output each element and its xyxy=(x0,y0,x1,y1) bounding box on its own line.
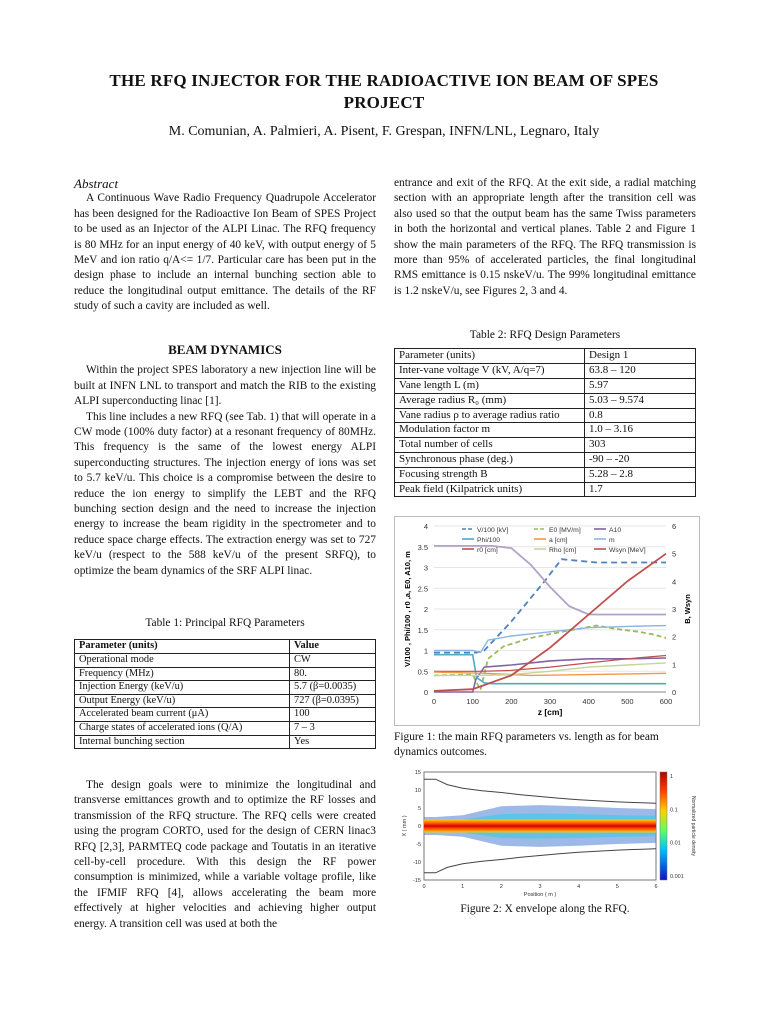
y-tick-label: 10 xyxy=(414,788,421,794)
table-row xyxy=(75,654,376,668)
table-cell: 5.03 – 9.574 xyxy=(585,393,696,408)
beam-core xyxy=(424,820,656,833)
y-tick-label: -5 xyxy=(416,842,421,848)
x-tick-label: 0 xyxy=(431,697,437,706)
x-tick-label: 6 xyxy=(654,884,658,890)
table-cell: Synchronous phase (deg.) xyxy=(395,452,585,467)
table-cell: Inter-vane voltage V (kV, A/q=7) xyxy=(395,364,585,379)
title-line-1: THE RFQ INJECTOR FOR THE RADIOACTIVE ION BEAM OF SPES xyxy=(109,71,659,90)
table-row xyxy=(395,482,696,497)
figure-1-caption: Figure 1: the main RFQ parameters vs. length as for beam dynamics outcomes. xyxy=(394,731,659,759)
y2-tick-label: 2 xyxy=(672,632,677,642)
y-tick-label: 4 xyxy=(423,522,428,531)
table-header-cell: Parameter (units) xyxy=(395,349,585,364)
legend-entry: a [cm] xyxy=(549,537,568,544)
table-2 xyxy=(394,348,696,497)
y-tick-label: 3 xyxy=(423,563,428,573)
y2-tick-label: 3 xyxy=(672,605,677,614)
table-1-caption: Table 1: Principal RFQ Parameters xyxy=(145,617,305,629)
table-row xyxy=(75,721,376,735)
y-tick-label: 0 xyxy=(423,688,428,697)
right-column-text xyxy=(394,176,696,299)
y2-tick-label: 6 xyxy=(672,522,677,531)
x-tick-label: 400 xyxy=(582,697,595,706)
abstract-section xyxy=(74,176,376,315)
x-tick-label: 200 xyxy=(505,697,518,706)
table-row xyxy=(395,379,696,394)
table-cell: 303 xyxy=(585,438,696,453)
authors: M. Comunian, A. Palmieri, A. Pisent, F. Grespan, INFN/LNL, Legnaro, Italy xyxy=(168,124,600,139)
abstract-heading: Abstract xyxy=(74,176,119,191)
table-cell: 100 xyxy=(290,708,376,722)
x-tick-label: 500 xyxy=(621,697,634,706)
table-cell: Operational mode xyxy=(75,654,290,668)
table-header-cell: Design 1 xyxy=(585,349,696,364)
table-cell: Accelerated beam current (μA) xyxy=(75,708,290,722)
table-row xyxy=(395,452,696,467)
table-cell: 5.28 – 2.8 xyxy=(585,467,696,482)
y2-tick-label: 0 xyxy=(672,688,677,697)
table-cell: Injection Energy (keV/u) xyxy=(75,681,290,695)
table-cell: Focusing strength B xyxy=(395,467,585,482)
beam-dynamics-section xyxy=(74,342,376,579)
y-tick-label: 2.5 xyxy=(417,584,428,594)
table-row xyxy=(395,467,696,482)
colorbar-label: Normalized particle density xyxy=(690,795,696,857)
x-tick-label: 1 xyxy=(461,884,465,890)
table-header-cell: Parameter (units) xyxy=(75,640,290,654)
paragraph: Within the project SPES laboratory a new injection line will be built at INFN LNL to transport and match the RIB to the existing ALPI superconducting linac [1]. xyxy=(74,364,376,408)
figure-2-caption-block xyxy=(394,902,696,917)
paragraph: The design goals were to minimize the longitudinal and transverse emittances growth and to optimize the RF losses and transmission of the RFQ structure. The RFQ cells were created using the program CORTO, used for the design of CERN linac3 RFQ [2,3], PARMTEQ code package and Toutatis in an iterative cell-by-cell procedure. With this design the RF power consumption is minimized, while a variable voltage profile, like the IFMIF RFQ [4], allows accelerating the beam more effectively at higher velocities and achieving higher output energy. A transition cell was used at both the xyxy=(74,779,376,930)
legend-entry: r0 [cm] xyxy=(477,547,498,554)
legend-entry: Wsyn [MeV] xyxy=(609,547,646,554)
table-cell: Peak field (Kilpatrick units) xyxy=(395,482,585,497)
figure-1-caption-block xyxy=(394,730,696,761)
table-row xyxy=(395,423,696,438)
x-axis-label: Position ( m ) xyxy=(523,892,557,898)
y-tick-label: 3.5 xyxy=(417,542,428,552)
table-cell: Frequency (MHz) xyxy=(75,667,290,681)
table-row xyxy=(395,438,696,453)
figure-2-caption: Figure 2: X envelope along the RFQ. xyxy=(460,903,630,915)
y2-tick-label: 4 xyxy=(672,577,677,587)
colorbar-tick-label: 0.1 xyxy=(670,807,678,814)
paper-title xyxy=(60,70,708,114)
table-1 xyxy=(74,639,376,749)
table-cell: 63.8 – 120 xyxy=(585,364,696,379)
title-line-2: PROJECT xyxy=(343,93,425,112)
legend-entry: m xyxy=(609,537,615,544)
design-goals-section xyxy=(74,778,376,932)
y-tick-label: 0 xyxy=(417,824,421,830)
colorbar-tick-label: 0.001 xyxy=(670,874,684,880)
table-row xyxy=(75,694,376,708)
x-tick-label: 2 xyxy=(499,884,503,890)
colorbar-tick-label: 0.01 xyxy=(670,840,681,847)
y-tick-label: -10 xyxy=(413,860,421,866)
figure-1-chart xyxy=(394,516,700,726)
table-row xyxy=(395,408,696,423)
legend-entry: Phi/100 xyxy=(477,537,501,544)
table-1-block xyxy=(74,616,376,749)
table-cell: 7 – 3 xyxy=(290,721,376,735)
x-tick-label: 3 xyxy=(538,884,542,890)
y-tick-label: 15 xyxy=(414,770,421,776)
table-cell: Output Energy (keV/u) xyxy=(75,694,290,708)
table-row xyxy=(395,393,696,408)
x-tick-label: 100 xyxy=(466,697,479,706)
y2-axis-label: B, Wsyn xyxy=(683,594,692,624)
x-tick-label: 5 xyxy=(615,884,619,890)
table-cell: Total number of cells xyxy=(395,438,585,453)
colorbar-tick-label: 1 xyxy=(670,774,674,780)
table-row xyxy=(395,364,696,379)
paragraph: This line includes a new RFQ (see Tab. 1) that will operate in a CW mode (100% duty factor) at a resonant frequency of 80MHz. This frequency is the same of the lowest energy ALPI superconducting structures. The injection energy of ions was set to 5.7 keV/u. This choice is a compromise between the desire to reduce the ion energy to simplify the LEBT and the RFQ bunching section design and the need to increase the injection energy to increase the beam rigidity in the spectrometer and to reduce space charge effects. The extraction energy was set to 727 keV/u (respect to the 588 keV/u of the present SRFQ), to optimize the beam dynamics of the SRF ALPI linac. xyxy=(74,410,376,577)
table-header-cell: Value xyxy=(290,640,376,654)
table-cell: Charge states of accelerated ions (Q/A) xyxy=(75,721,290,735)
figure-2 xyxy=(394,764,700,898)
table-cell: -90 – -20 xyxy=(585,452,696,467)
legend-entry: A10 xyxy=(609,527,622,534)
table-cell: 5.97 xyxy=(585,379,696,394)
y2-tick-label: 5 xyxy=(672,549,677,559)
y-tick-label: 1.5 xyxy=(417,625,428,635)
y-tick-label: 5 xyxy=(417,806,421,812)
y-axis-label: V/100 , Phi/100 , r0 ,a, E0, A10, m xyxy=(403,551,412,667)
table-cell: 1.7 xyxy=(585,482,696,497)
table-cell: Average radius R₀ (mm) xyxy=(395,393,585,408)
y-axis-label: X ( mm ) xyxy=(402,815,408,837)
table-cell: 80. xyxy=(290,667,376,681)
table-cell: 1.0 – 3.16 xyxy=(585,423,696,438)
legend-entry: E0 [MV/m] xyxy=(549,527,581,534)
table-cell: 727 (β=0.0395) xyxy=(290,694,376,708)
y-tick-label: 0.5 xyxy=(417,667,428,677)
figure-2-chart xyxy=(394,764,700,898)
x-tick-label: 4 xyxy=(577,884,581,890)
table-row xyxy=(75,667,376,681)
table-row xyxy=(75,708,376,722)
figure-1-frame xyxy=(395,517,700,726)
x-tick-label: 600 xyxy=(659,697,673,706)
legend-entry: Rho [cm] xyxy=(549,547,577,554)
section-heading-beam-dynamics: BEAM DYNAMICS xyxy=(168,342,282,357)
colorbar xyxy=(660,772,667,880)
y-tick-label: 1 xyxy=(423,646,428,656)
table-header-row xyxy=(395,349,696,364)
table-cell: 5.7 (β=0.0035) xyxy=(290,681,376,695)
figure-1 xyxy=(394,516,700,726)
table-row xyxy=(75,681,376,695)
table-cell: Internal bunching section xyxy=(75,735,290,749)
table-cell: Modulation factor m xyxy=(395,423,585,438)
abstract-text: A Continuous Wave Radio Frequency Quadrupole Accelerator has been designed for the Radioactive Ion Beam of SPES Project to be used as an Injector of the ALPI Linac. The RFQ frequency is 80 MHz for an input energy of 40 keV, with output energy of 5 MeV and ion ratio q/A<= 1/7. Particular care has been put in the design phase to include an internal bunching section able to reduce the longitudinal output emittance. The details of the RF study of such a cavity are included as well. xyxy=(74,192,376,313)
y-tick-label: -15 xyxy=(413,878,421,884)
table-cell: Vane radius ρ to average radius ratio xyxy=(395,408,585,423)
table-2-block xyxy=(394,328,696,497)
table-2-caption: Table 2: RFQ Design Parameters xyxy=(469,329,621,341)
x-tick-label: 300 xyxy=(543,697,557,706)
x-tick-label: 0 xyxy=(422,884,426,890)
table-header-row xyxy=(75,640,376,654)
y2-tick-label: 1 xyxy=(672,660,677,670)
x-axis-label: z [cm] xyxy=(537,707,563,717)
table-cell: Vane length L (m) xyxy=(395,379,585,394)
table-cell: 0.8 xyxy=(585,408,696,423)
table-cell: CW xyxy=(290,654,376,668)
y-tick-label: 2 xyxy=(423,605,428,614)
table-cell: Yes xyxy=(290,735,376,749)
table-row xyxy=(75,735,376,749)
legend-entry: V/100 [kV] xyxy=(477,527,509,534)
paragraph: entrance and exit of the RFQ. At the exit side, a radial matching section with an appropriate length after the transition cell was also used so that the output beam has the same Twiss parameters in both the horizontal and vertical planes. Table 2 and Figure 1 show the main parameters of the RFQ. The RFQ transmission is more than 95% of accelerated particles, the final longitudinal RMS emittance is 0.15 nskeV/u. The 99% longitudinal emittance is 1.2 nskeV/u, see Figures 2, 3 and 4. xyxy=(394,177,696,297)
